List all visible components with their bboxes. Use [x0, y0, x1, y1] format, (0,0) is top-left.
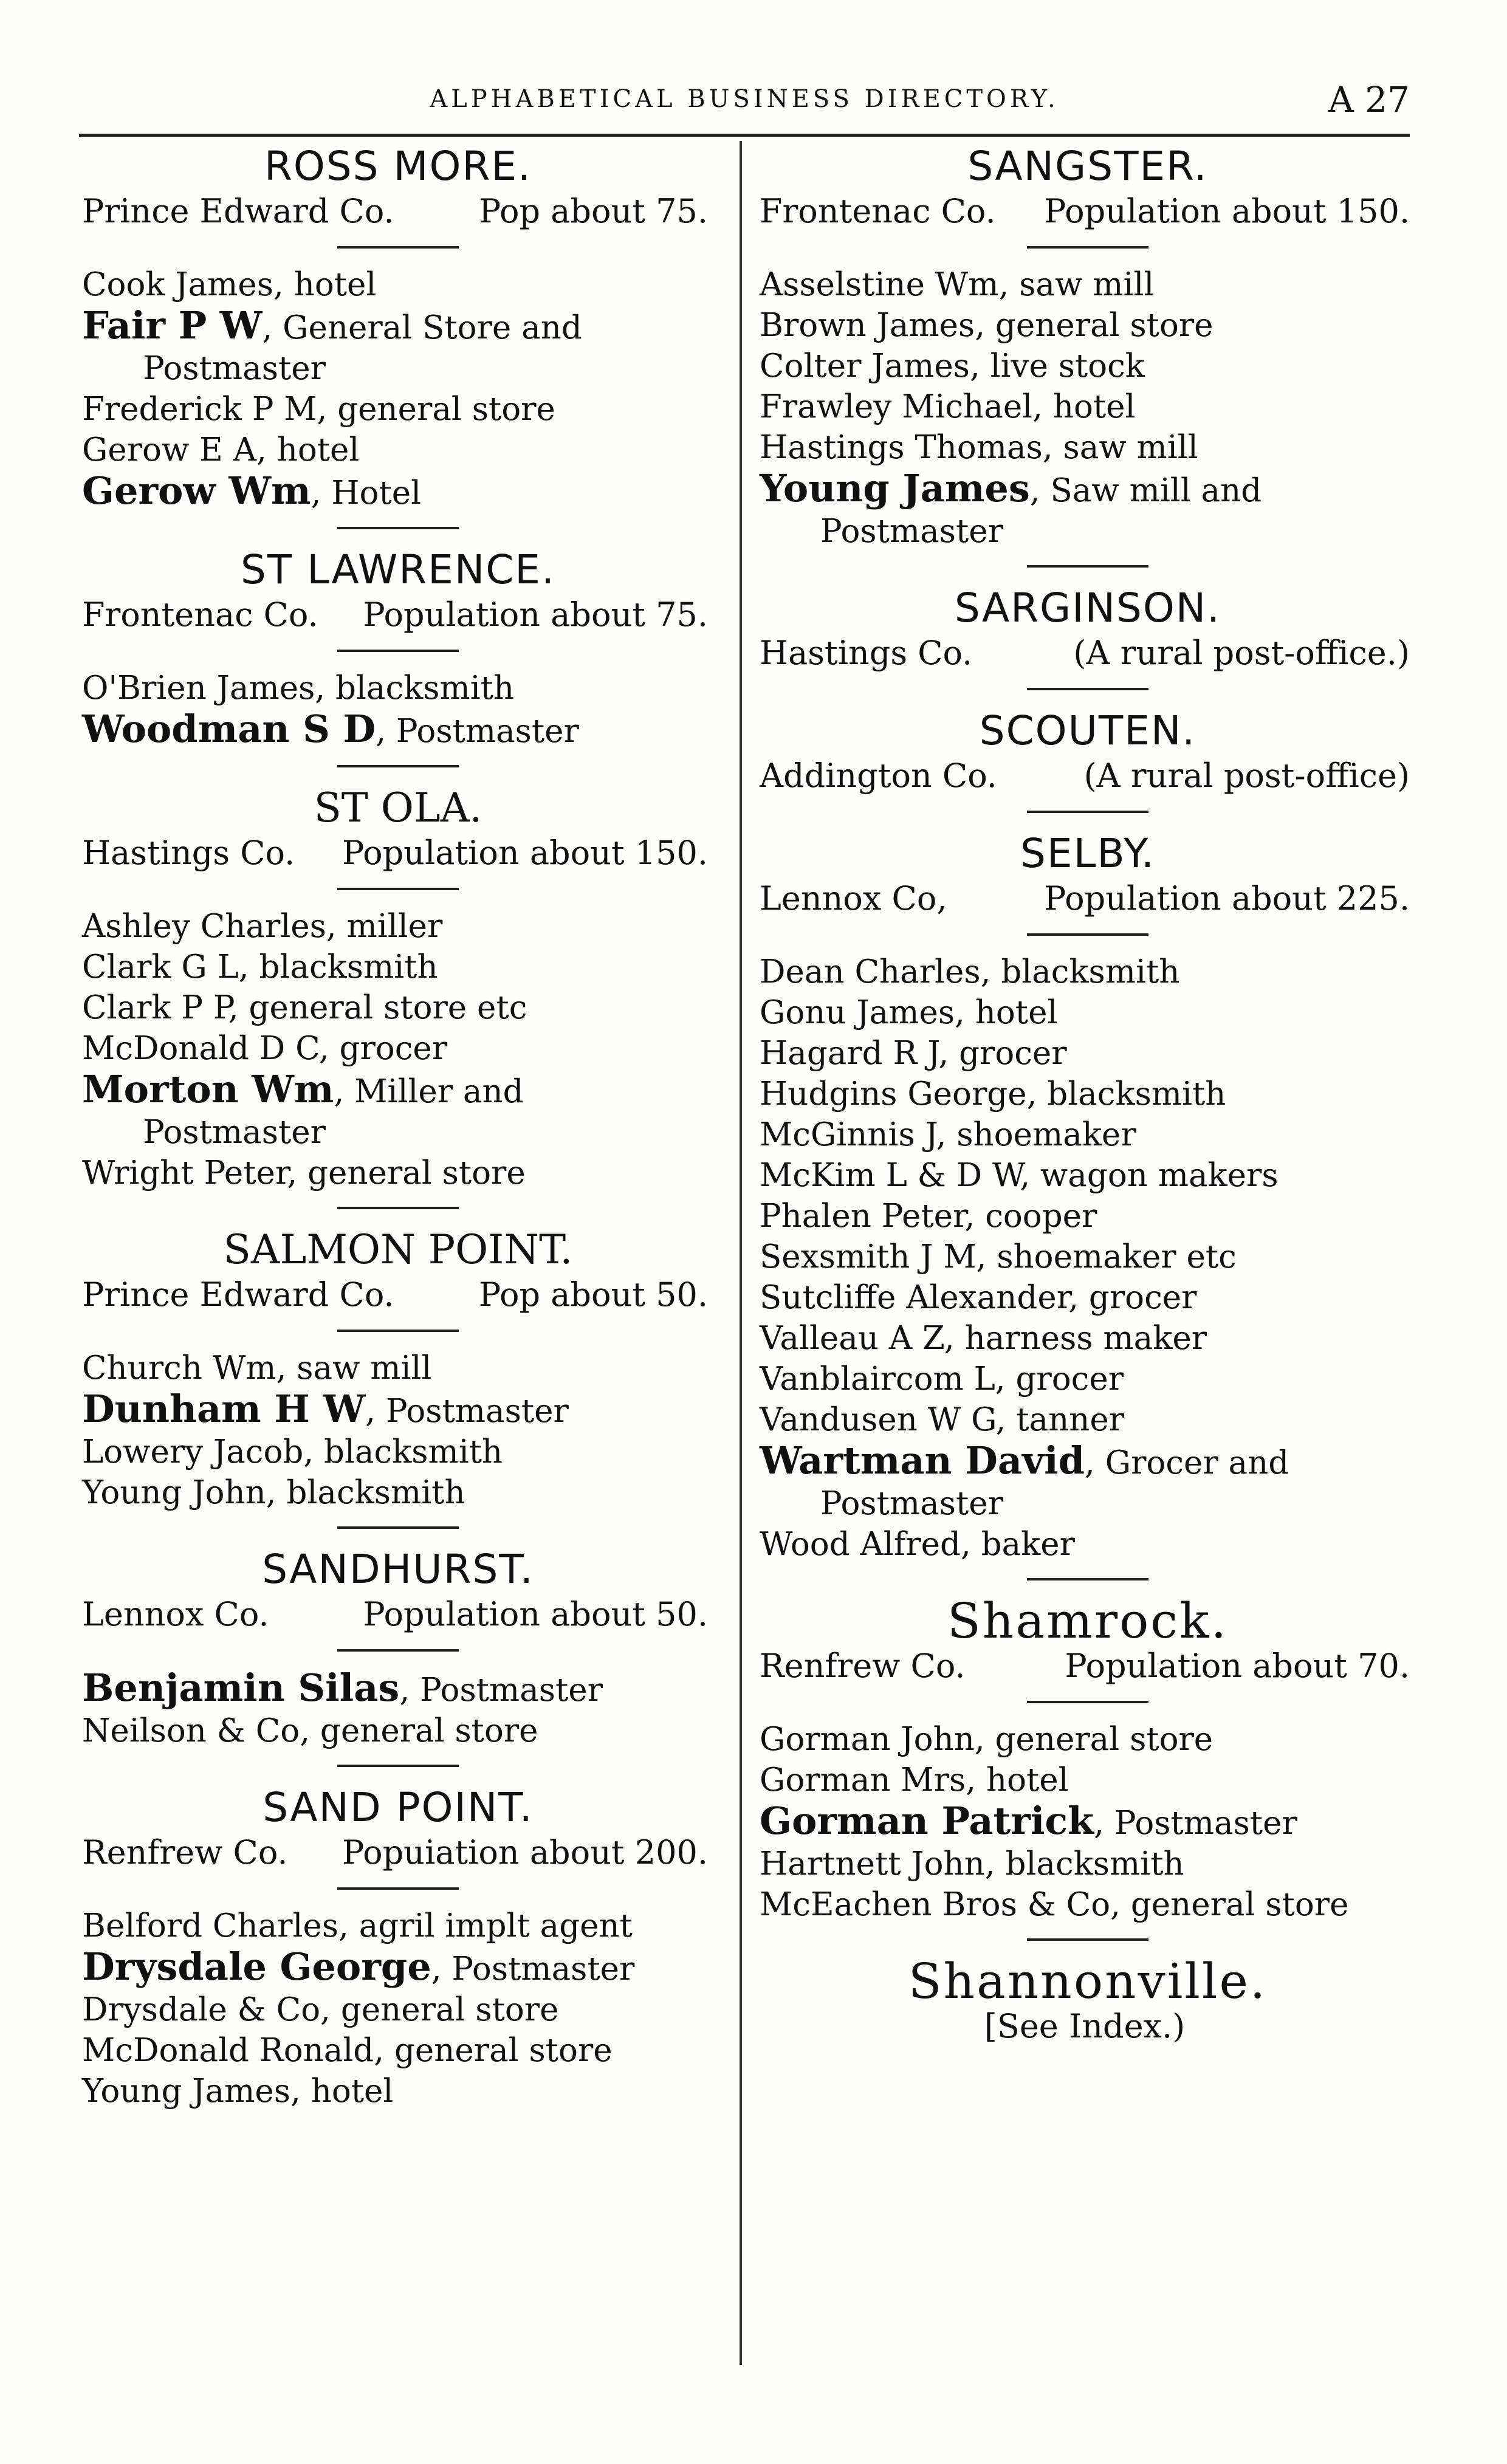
entry-name: McGinnis J	[760, 1116, 936, 1153]
entry-separator: ,	[374, 2032, 394, 2069]
town-heading: SELBY.	[1020, 830, 1155, 877]
entry-name: McDonald Ronald	[82, 2032, 374, 2069]
entry-separator: ,	[320, 1991, 341, 2028]
section-rule	[337, 1765, 459, 1767]
section-st-ola	[82, 784, 714, 1209]
entry-name: Benjamin Silas	[82, 1666, 400, 1710]
entry-name: Woodman S D	[82, 707, 376, 751]
entry-separator: ,	[317, 391, 338, 428]
directory-entry	[760, 1844, 1416, 1884]
town-meta	[82, 190, 714, 233]
entry-name: McDonald D C	[82, 1030, 319, 1067]
directory-entry	[760, 1155, 1416, 1196]
population-label: (A rural post-office)	[1083, 757, 1410, 795]
section-sangster	[760, 143, 1416, 568]
directory-entry	[760, 1524, 1416, 1565]
entry-occupation: grocer	[1088, 1279, 1197, 1316]
entry-name: Gerow E A	[82, 431, 256, 468]
population-label: [See Index.)	[984, 2007, 1186, 2045]
directory-entry	[760, 1760, 1416, 1800]
section-sarginson	[760, 585, 1416, 690]
section-shamrock	[760, 1593, 1416, 1941]
directory-entry	[760, 386, 1416, 427]
entry-name: Frawley Michael	[760, 388, 1033, 425]
town-heading: SANDHURST.	[262, 1546, 534, 1593]
entry-name: Ashley Charles	[82, 908, 326, 945]
entry-occupation: blacksmith	[335, 670, 515, 707]
entry-name: Phalen Peter	[760, 1198, 965, 1235]
directory-entry	[82, 389, 714, 430]
entry-separator: ,	[1029, 472, 1051, 509]
entry-separator: ,	[338, 1907, 359, 1944]
entry-occupation: hotel	[311, 2073, 394, 2110]
entry-separator: ,	[936, 1116, 957, 1153]
entry-name: Gerow Wm	[82, 468, 311, 513]
section-rule	[337, 888, 459, 890]
entry-occupation: General Store and Postmaster	[143, 309, 582, 387]
entry-name: Dunham H W	[82, 1387, 366, 1431]
entry-separator: ,	[431, 1951, 452, 1988]
entry-occupation: hotel	[1052, 388, 1136, 425]
section-rule	[1027, 246, 1148, 249]
entry-name: McEachen Bros & Co	[760, 1886, 1111, 1923]
entry-occupation: Saw mill and Postmaster	[820, 472, 1262, 550]
entry-occupation: Miller and Postmaster	[143, 1073, 524, 1151]
entry-occupation: general store	[337, 391, 555, 428]
directory-entry	[760, 1074, 1416, 1114]
directory-entry	[82, 2030, 714, 2071]
entry-occupation: cooper	[985, 1198, 1097, 1235]
entry-name: Hastings Thomas	[760, 429, 1043, 466]
entry-separator: ,	[969, 348, 990, 385]
entry-separator: ,	[995, 1361, 1016, 1398]
entry-separator: ,	[376, 713, 396, 750]
directory-entry	[82, 709, 714, 752]
directory-entry	[82, 1153, 714, 1193]
directory-entry	[760, 1114, 1416, 1155]
entry-separator: ,	[365, 1393, 386, 1430]
entry-name: Clark P P	[82, 989, 228, 1026]
entry-separator: ,	[256, 431, 277, 468]
entry-occupation: blacksmith	[259, 949, 438, 986]
entry-separator: ,	[1068, 1279, 1089, 1316]
entry-separator: ,	[1042, 429, 1063, 466]
entry-occupation: saw mill	[1063, 429, 1198, 466]
entry-occupation: hotel	[294, 266, 377, 303]
population-label: Population about 225.	[1043, 879, 1410, 918]
entry-name: Gorman Mrs	[760, 1762, 966, 1799]
population-label: Population about 150.	[1043, 192, 1410, 230]
county-label: Addington Co.	[760, 757, 997, 795]
directory-entry	[760, 468, 1416, 552]
population-label: Population about 150.	[342, 834, 708, 872]
section-rule	[1027, 811, 1148, 813]
entry-name: Dean Charles	[760, 953, 981, 990]
directory-entry	[760, 1196, 1416, 1237]
directory-entry	[82, 470, 714, 513]
entry-separator: ,	[300, 1712, 320, 1749]
entry-occupation: Postmaster	[420, 1672, 603, 1709]
entry-occupation: tanner	[1016, 1401, 1125, 1438]
directory-entry	[760, 1237, 1416, 1277]
entry-separator: ,	[960, 1526, 981, 1563]
directory-entry	[760, 1318, 1416, 1359]
population-label: (A rural post-office.)	[1073, 634, 1410, 672]
entry-occupation: general store	[394, 2032, 613, 2069]
entry-occupation: grocer	[339, 1030, 448, 1067]
entry-name: Hagard R J	[760, 1035, 939, 1072]
entry-name: Sexsmith J M	[760, 1238, 977, 1275]
entry-name: McKim L & D W	[760, 1157, 1020, 1194]
entry-name: Gorman John	[760, 1721, 975, 1758]
entry-occupation: blacksmith	[324, 1433, 503, 1471]
entry-occupation: general store	[340, 1991, 559, 2028]
entry-separator: ,	[1020, 1157, 1040, 1194]
directory-entry	[82, 906, 714, 947]
entry-separator: ,	[966, 1762, 986, 1799]
town-meta	[760, 2005, 1416, 2048]
town-heading: Shannonville.	[908, 1953, 1268, 2009]
running-head	[79, 79, 1410, 137]
town-heading: SALMON POINT.	[223, 1226, 573, 1273]
county-label: Prince Edward Co.	[82, 1275, 394, 1314]
entry-occupation: blacksmith	[1001, 953, 1180, 990]
section-selby	[760, 830, 1416, 1580]
entry-separator: ,	[287, 1155, 308, 1192]
entry-occupation: miller	[346, 908, 443, 945]
page-number: A 27	[1328, 79, 1410, 120]
entry-occupation: general store	[995, 307, 1213, 344]
section-shannonville	[760, 1953, 1416, 2048]
town-meta	[82, 832, 714, 874]
county-label: Hastings Co.	[82, 834, 295, 872]
entry-occupation: wagon makers	[1040, 1157, 1279, 1194]
entry-separator: ,	[303, 1433, 324, 1471]
entry-occupation: live stock	[990, 348, 1145, 385]
section-ross-more	[82, 143, 714, 529]
section-rule	[337, 246, 459, 249]
entry-separator: ,	[1094, 1805, 1114, 1842]
entry-name: Vandusen W G	[760, 1401, 996, 1438]
directory-entry	[82, 1028, 714, 1069]
directory-entry	[82, 1348, 714, 1388]
entry-separator: ,	[1026, 1076, 1048, 1113]
section-rule	[1027, 1701, 1148, 1703]
section-sand-point	[82, 1784, 714, 2112]
directory-entry	[82, 305, 714, 389]
entry-name: Gorman Patrick	[760, 1799, 1094, 1843]
entry-separator: ,	[1110, 1886, 1131, 1923]
entry-occupation: Postmaster	[385, 1393, 569, 1430]
town-meta	[760, 755, 1416, 797]
entry-name: Drysdale & Co	[82, 1991, 321, 2028]
population-label: Popuiation about 200.	[342, 1833, 708, 1872]
entry-occupation: Postmaster	[396, 713, 579, 750]
section-rule	[337, 1330, 459, 1332]
entry-occupation: blacksmith	[286, 1474, 465, 1511]
entry-name: Clark G L	[82, 949, 239, 986]
town-heading: Shamrock.	[947, 1593, 1228, 1649]
entry-separator: ,	[974, 1721, 995, 1758]
entry-separator: ,	[228, 989, 249, 1026]
entry-separator: ,	[995, 1401, 1017, 1438]
entry-name: Hudgins George	[760, 1076, 1027, 1113]
directory-entry	[760, 346, 1416, 386]
section-scouten	[760, 707, 1416, 813]
town-heading: SARGINSON.	[954, 585, 1221, 631]
entry-separator: ,	[984, 1845, 1006, 1882]
entry-name: Sutcliffe Alexander	[760, 1279, 1069, 1316]
directory-entry	[82, 1989, 714, 2030]
section-rule	[1027, 565, 1148, 568]
directory-entry	[760, 1884, 1416, 1925]
entry-occupation: hotel	[975, 994, 1058, 1031]
county-label: Prince Edward Co.	[82, 192, 394, 230]
directory-entry	[760, 1399, 1416, 1440]
entry-occupation: Postmaster	[451, 1951, 635, 1988]
entry-name: O'Brien James	[82, 670, 315, 707]
entry-occupation: saw mill	[1019, 266, 1155, 303]
entry-name: Hartnett John	[760, 1845, 985, 1882]
section-rule	[1027, 1578, 1148, 1580]
directory-entry	[82, 987, 714, 1028]
directory-entry	[82, 1946, 714, 1989]
entry-separator: ,	[998, 266, 1020, 303]
entry-separator: ,	[311, 475, 332, 512]
section-rule	[337, 1887, 459, 1890]
town-meta	[760, 1645, 1416, 1687]
entry-separator: ,	[326, 908, 347, 945]
section-rule	[337, 1526, 459, 1529]
entry-separator: ,	[266, 1474, 287, 1511]
entry-name: Wright Peter	[82, 1155, 287, 1192]
entry-separator: ,	[1085, 1444, 1105, 1481]
entry-separator: ,	[964, 1198, 986, 1235]
directory-entry	[82, 1667, 714, 1711]
town-heading: SAND POINT.	[263, 1784, 534, 1831]
directory-entry	[82, 1906, 714, 1946]
entry-occupation: grocer	[959, 1035, 1067, 1072]
entry-name: Wood Alfred	[760, 1526, 961, 1563]
population-label: Population about 50.	[363, 1595, 708, 1633]
directory-entry	[82, 430, 714, 470]
entry-separator: ,	[976, 1238, 997, 1275]
running-head-title: ALPHABETICAL BUSINESS DIRECTORY.	[430, 85, 1059, 113]
directory-entry	[760, 952, 1416, 992]
entry-name: Frederick P M	[82, 391, 317, 428]
entry-occupation: blacksmith	[1005, 1845, 1184, 1882]
town-heading: SANGSTER.	[967, 143, 1208, 190]
town-heading: ST LAWRENCE.	[241, 546, 555, 593]
section-rule	[1027, 688, 1148, 690]
directory-entry	[82, 668, 714, 709]
directory-entry	[82, 2071, 714, 2112]
directory-entry	[760, 1719, 1416, 1760]
entry-separator: ,	[399, 1672, 421, 1709]
entry-name: Neilson & Co	[82, 1712, 300, 1749]
entry-occupation: general store	[307, 1155, 526, 1192]
entry-separator: ,	[276, 1350, 297, 1387]
entry-separator: ,	[290, 2073, 311, 2110]
population-label: Pop about 50.	[478, 1275, 708, 1314]
entry-separator: ,	[273, 266, 294, 303]
entry-name: Wartman David	[760, 1438, 1085, 1483]
section-rule	[337, 650, 459, 652]
section-rule	[1027, 933, 1148, 936]
entry-separator: ,	[318, 1030, 340, 1067]
entry-name: Belford Charles	[82, 1907, 339, 1944]
directory-entry	[760, 1800, 1416, 1844]
section-st-lawrence	[82, 546, 714, 767]
entry-name: Brown James	[760, 307, 975, 344]
entry-occupation: Grocer and Postmaster	[820, 1444, 1289, 1522]
section-salmon-point	[82, 1226, 714, 1529]
entry-occupation: Hotel	[331, 475, 422, 512]
section-sandhurst	[82, 1546, 714, 1767]
town-meta	[760, 190, 1416, 233]
entry-occupation: general store	[320, 1712, 538, 1749]
right-column	[760, 143, 1416, 2065]
section-rule	[1027, 1938, 1148, 1941]
entry-separator: ,	[262, 309, 283, 346]
entry-occupation: harness maker	[964, 1320, 1207, 1357]
column-divider	[740, 141, 742, 2365]
directory-entry	[82, 947, 714, 987]
section-rule	[337, 1649, 459, 1652]
directory-entry	[82, 264, 714, 305]
entry-separator: ,	[975, 307, 995, 344]
directory-entry	[82, 1711, 714, 1751]
entry-name: Fair P W	[82, 303, 263, 348]
entry-name: Valleau A Z	[760, 1320, 944, 1357]
entry-name: Vanblaircom L	[760, 1361, 995, 1398]
entry-name: Church Wm	[82, 1350, 276, 1387]
town-meta	[82, 1831, 714, 1874]
entry-separator: ,	[315, 670, 335, 707]
county-label: Lennox Co.	[82, 1595, 269, 1633]
entry-name: Colter James	[760, 348, 970, 385]
entry-name: Asselstine Wm	[760, 266, 999, 303]
entry-occupation: hotel	[276, 431, 360, 468]
county-label: Lennox Co,	[760, 879, 947, 918]
county-label: Hastings Co.	[760, 634, 973, 672]
directory-entry	[82, 1069, 714, 1153]
county-label: Frontenac Co.	[760, 192, 996, 230]
entry-occupation: baker	[981, 1526, 1075, 1563]
town-meta	[760, 632, 1416, 674]
town-heading: SCOUTEN.	[979, 707, 1196, 754]
entry-occupation: grocer	[1015, 1361, 1124, 1398]
entry-separator: ,	[1032, 388, 1053, 425]
entry-name: Young James	[82, 2073, 290, 2110]
section-rule	[337, 765, 459, 767]
entry-name: Young John	[82, 1474, 266, 1511]
directory-entry	[82, 1472, 714, 1513]
directory-entry	[760, 1359, 1416, 1399]
directory-entry	[760, 1277, 1416, 1318]
county-label: Renfrew Co.	[82, 1833, 288, 1872]
entry-separator: ,	[980, 953, 1001, 990]
population-label: Pop about 75.	[478, 192, 708, 230]
entry-separator: ,	[955, 994, 975, 1031]
directory-entry	[82, 1388, 714, 1432]
town-meta	[760, 877, 1416, 920]
directory-entry	[760, 1033, 1416, 1074]
town-meta	[82, 1593, 714, 1636]
entry-name: Drysdale George	[82, 1944, 431, 1989]
entry-occupation: general store	[995, 1721, 1213, 1758]
entry-occupation: agril implt agent	[359, 1907, 633, 1944]
section-rule	[337, 527, 459, 529]
entry-separator: ,	[938, 1035, 959, 1072]
town-heading: ST OLA.	[314, 784, 482, 831]
section-rule	[337, 1207, 459, 1209]
entry-name: Gonu James	[760, 994, 955, 1031]
town-meta	[82, 1274, 714, 1316]
entry-occupation: hotel	[986, 1762, 1069, 1799]
entry-separator: ,	[944, 1320, 965, 1357]
entry-occupation: general store etc	[249, 989, 527, 1026]
entry-separator: ,	[334, 1073, 355, 1110]
county-label: Renfrew Co.	[760, 1647, 966, 1685]
entry-occupation: shoemaker etc	[997, 1238, 1237, 1275]
entry-name: Morton Wm	[82, 1067, 334, 1111]
directory-entry	[760, 992, 1416, 1033]
entry-occupation: Postmaster	[1114, 1805, 1297, 1842]
entry-occupation: blacksmith	[1047, 1076, 1226, 1113]
directory-entry	[760, 427, 1416, 468]
entry-name: Cook James	[82, 266, 273, 303]
population-label: Population about 70.	[1065, 1647, 1410, 1685]
population-label: Population about 75.	[363, 595, 708, 634]
town-heading: ROSS MORE.	[264, 143, 532, 190]
directory-entry	[760, 1440, 1416, 1524]
directory-entry	[760, 305, 1416, 346]
town-meta	[82, 594, 714, 636]
entry-separator: ,	[238, 949, 259, 986]
directory-entry	[82, 1432, 714, 1472]
entry-name: Lowery Jacob	[82, 1433, 304, 1471]
entry-occupation: general store	[1130, 1886, 1349, 1923]
left-column	[82, 143, 714, 2129]
entry-occupation: saw mill	[297, 1350, 432, 1387]
entry-name: Young James	[760, 466, 1030, 510]
county-label: Frontenac Co.	[82, 595, 318, 634]
entry-occupation: shoemaker	[956, 1116, 1136, 1153]
directory-entry	[760, 264, 1416, 305]
